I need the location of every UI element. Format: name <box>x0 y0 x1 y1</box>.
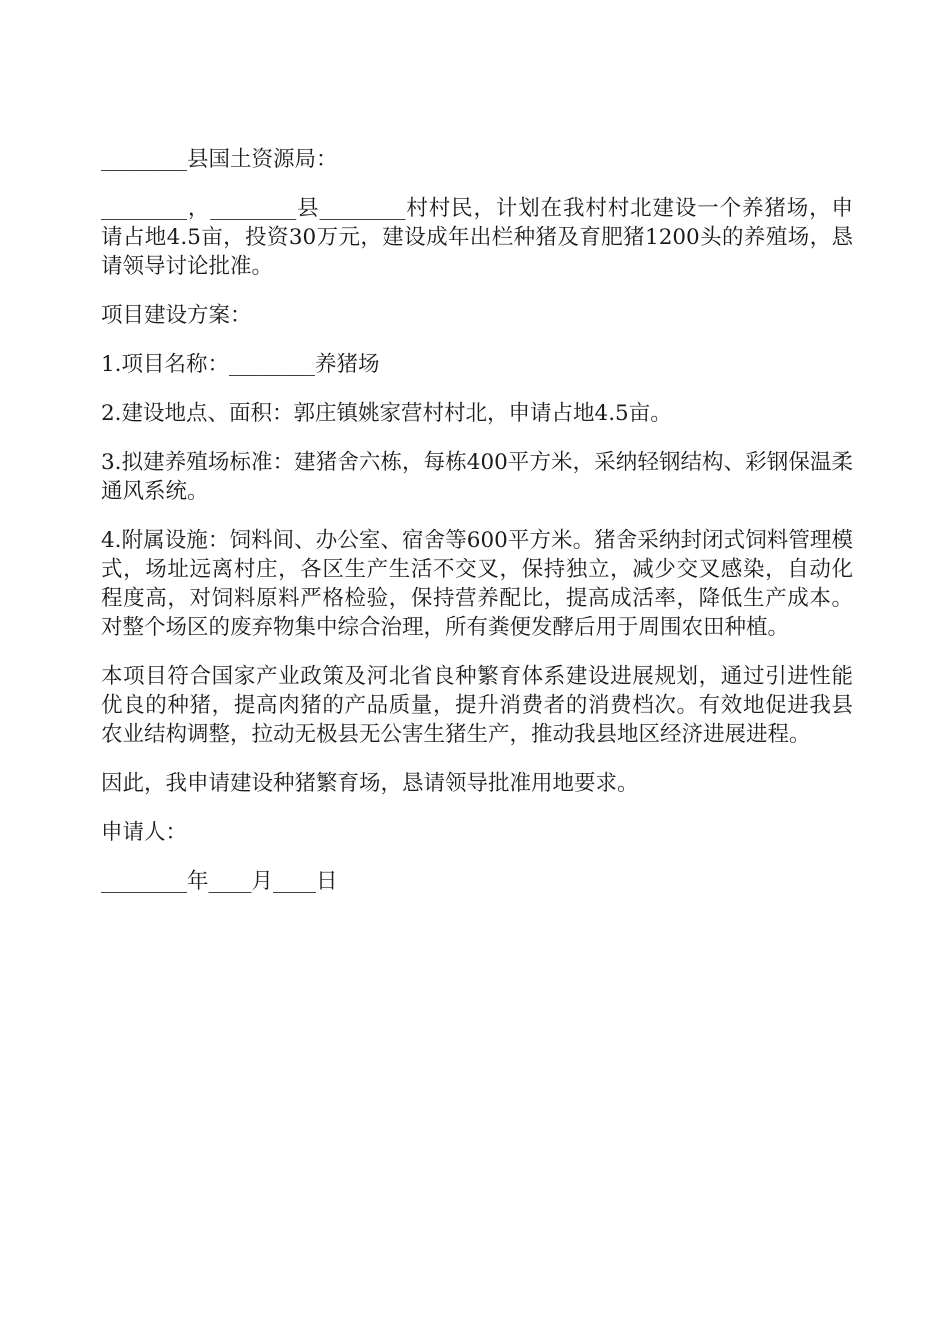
plan-item-facilities: 4.附属设施：饲料间、办公室、宿舍等600平方米。猪舍采纳封闭式饲料管理模式，场址远离村庄，各区生产生活不交叉，保持独立，减少交叉感染，自动化程度高，对饲料原料严格检验，保持营养配比，提高成活率，降低生产成本。对整个场区的废弃物集中综合治理，所有粪便发酵后用于周围农田种植。 <box>101 528 853 640</box>
plan-item-location: 2.建设地点、面积：郭庄镇姚家营村村北，申请占地4.5亩。 <box>101 401 672 426</box>
document-body <box>101 145 853 916</box>
addressee-line: ________县国土资源局： <box>101 147 338 172</box>
applicant-line: 申请人： <box>101 820 188 845</box>
conclusion-paragraph: 因此，我申请建设种猪繁育场，恳请领导批准用地要求。 <box>101 771 639 796</box>
plan-item-name: 1.项目名称：________养猪场 <box>101 352 380 377</box>
intro-paragraph: ________，________县________村村民，计划在我村村北建设一个养猪场，申请占地4.5亩，投资30万元，建设成年出栏种猪及育肥猪1200头的养殖场，恳请领导讨论批准。 <box>101 196 853 279</box>
plan-heading: 项目建设方案： <box>101 303 252 328</box>
date-line: ________年____月____日 <box>101 869 338 894</box>
plan-item-standard: 3.拟建养殖场标准：建猪舍六栋，每栋400平方米，采纳轻钢结构、彩钢保温柔通风系统。 <box>101 450 853 504</box>
policy-paragraph: 本项目符合国家产业政策及河北省良种繁育体系建设进展规划，通过引进性能优良的种猪，提高肉猪的产品质量，提升消费者的消费档次。有效地促进我县农业结构调整，拉动无极县无公害生猪生产，推动我县地区经济进展进程。 <box>101 664 853 747</box>
